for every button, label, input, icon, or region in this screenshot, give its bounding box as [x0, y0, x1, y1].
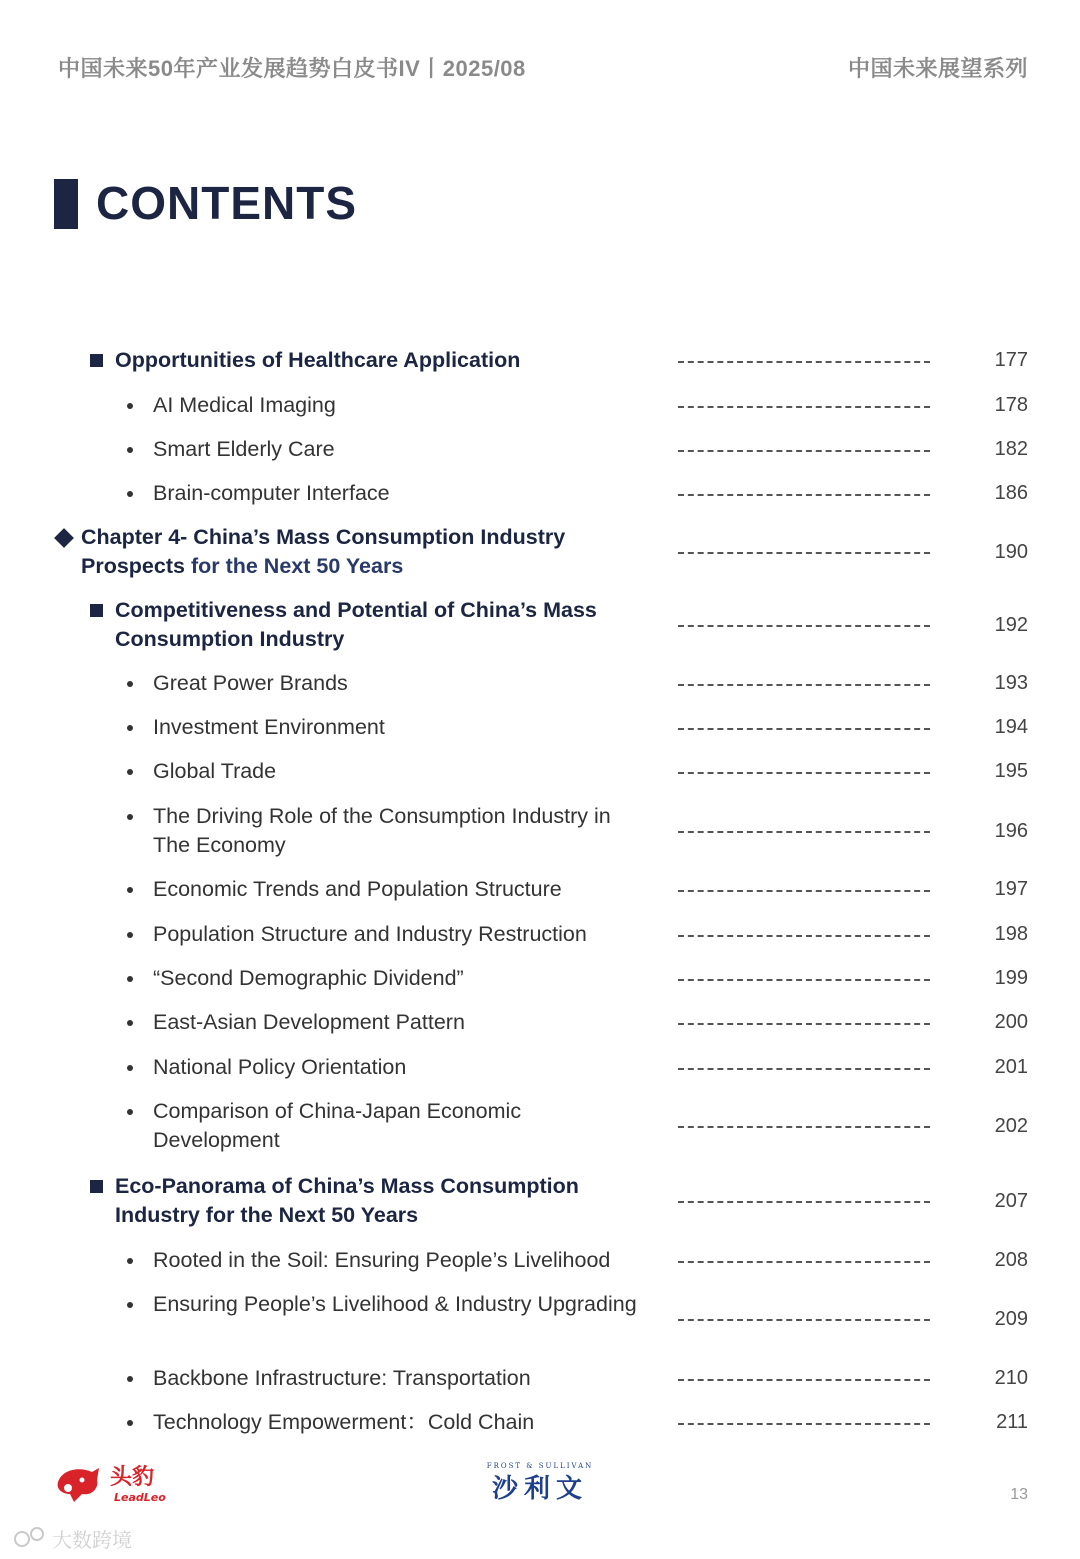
toc-page-number: 207 — [994, 1189, 1028, 1212]
dot-bullet-icon — [127, 976, 133, 982]
toc-entry[interactable] — [0, 1097, 1080, 1155]
dotted-leader — [678, 728, 930, 730]
toc-entry[interactable] — [0, 964, 1080, 993]
square-bullet-icon — [90, 1180, 103, 1193]
toc-page-number: 199 — [994, 967, 1028, 989]
dotted-leader — [678, 1319, 930, 1321]
dot-bullet-icon — [127, 1258, 133, 1264]
square-bullet-icon — [90, 354, 103, 367]
header-series-title: 中国未来展望系列 — [847, 56, 1028, 81]
toc-entry[interactable] — [0, 391, 1080, 420]
toc-entry-label: “Second Demographic Dividend” — [153, 966, 464, 990]
frost-sullivan-en: FROST & SULLIVAN — [486, 1462, 594, 1470]
toc-entry-label: Competitiveness and Potential of China’s Mass Consumption Industry — [115, 598, 597, 651]
toc-entry[interactable] — [0, 1008, 1080, 1037]
toc-entry-label: Comparison of China-Japan Economic Development — [153, 1099, 522, 1152]
toc-page-number: 209 — [994, 1307, 1028, 1330]
leadleo-cn: 头豹 — [110, 1465, 155, 1490]
page-header — [58, 52, 1028, 86]
toc-page-number: 193 — [994, 672, 1028, 694]
toc-page-number: 194 — [994, 716, 1028, 738]
toc-entry[interactable] — [0, 802, 1080, 860]
dotted-leader — [678, 1023, 930, 1025]
toc-page-number: 186 — [994, 482, 1028, 504]
dot-bullet-icon — [127, 1065, 133, 1071]
toc-page-number: 178 — [994, 394, 1028, 416]
toc-entry-label: The Driving Role of the Consumption Industry in The Economy — [153, 804, 611, 857]
toc-entry[interactable] — [0, 920, 1080, 949]
toc-entry-label: Ensuring People’s Livelihood & Industry Upgrading — [153, 1292, 637, 1316]
dot-bullet-icon — [127, 1302, 133, 1308]
diamond-bullet-icon — [54, 528, 74, 548]
page-number: 13 — [1010, 1486, 1028, 1503]
toc-entry-label: Smart Elderly Care — [153, 437, 335, 461]
toc-page-number: 202 — [994, 1114, 1028, 1137]
dotted-leader — [678, 494, 930, 496]
toc-entry-label: Opportunities of Healthcare Application — [115, 348, 521, 372]
dot-bullet-icon — [127, 887, 133, 893]
contents-title: CONTENTS — [96, 177, 357, 229]
toc-entry-label: Chapter 4- China’s Mass Consumption Industry Prospects for the Next 50 Years — [81, 525, 566, 578]
toc-entry-label: AI Medical Imaging — [153, 393, 336, 417]
watermark-text: 大数跨境 — [52, 1528, 132, 1552]
dotted-leader — [678, 831, 930, 833]
frost-sullivan-cn: 沙利文 — [491, 1474, 589, 1504]
dot-bullet-icon — [127, 1420, 133, 1426]
dotted-leader — [678, 1261, 930, 1263]
dot-bullet-icon — [127, 814, 133, 820]
toc-page-number: 201 — [994, 1056, 1028, 1078]
dot-bullet-icon — [127, 1109, 133, 1115]
toc-page-number: 211 — [996, 1411, 1028, 1433]
toc-entry[interactable] — [0, 346, 1080, 375]
toc-entry-label: Rooted in the Soil: Ensuring People’s Livelihood — [153, 1248, 611, 1272]
toc-entry[interactable] — [0, 1290, 1080, 1348]
dot-bullet-icon — [127, 403, 133, 409]
toc-entry[interactable] — [0, 669, 1080, 698]
dot-bullet-icon — [127, 681, 133, 687]
frost-sullivan-logo — [465, 1459, 615, 1505]
dotted-leader — [678, 552, 930, 554]
toc-page-number: 192 — [994, 613, 1028, 636]
toc-entry-label-accent: for the Next 50 Years — [190, 554, 404, 578]
toc-page-number: 177 — [994, 349, 1028, 371]
dotted-leader — [678, 361, 930, 363]
toc-page-number: 197 — [994, 878, 1028, 900]
dotted-leader — [678, 890, 930, 892]
dot-bullet-icon — [127, 447, 133, 453]
header-report-title: 中国未来50年产业发展趋势白皮书IV丨2025/08 — [58, 56, 526, 81]
toc-page-number: 190 — [994, 540, 1028, 563]
toc-entry[interactable] — [0, 875, 1080, 904]
toc-entry[interactable] — [0, 523, 1080, 581]
dotted-leader — [678, 1068, 930, 1070]
heading-accent-bar — [54, 179, 78, 229]
dotted-leader — [678, 406, 930, 408]
toc-page-number: 196 — [994, 819, 1028, 842]
toc-entry-label: Technology Empowerment：Cold Chain — [153, 1410, 535, 1434]
leadleo-en: LeadLeo — [114, 1491, 166, 1504]
toc-entry[interactable] — [0, 479, 1080, 508]
toc-entry-label: Economic Trends and Population Structure — [153, 877, 562, 901]
toc-entry-label: Backbone Infrastructure: Transportation — [153, 1366, 531, 1390]
dotted-leader — [678, 772, 930, 774]
toc-entry[interactable] — [0, 435, 1080, 464]
toc-page-number: 198 — [994, 923, 1028, 945]
dotted-leader — [678, 1379, 930, 1381]
dotted-leader — [678, 625, 930, 627]
dotted-leader — [678, 450, 930, 452]
dot-bullet-icon — [127, 491, 133, 497]
toc-page-number: 210 — [994, 1367, 1028, 1389]
toc-entry-label: Brain-computer Interface — [153, 481, 390, 505]
dot-bullet-icon — [127, 1020, 133, 1026]
toc-entry-label: National Policy Orientation — [153, 1055, 407, 1079]
toc-page-number: 195 — [994, 760, 1028, 782]
dotted-leader — [678, 1126, 930, 1128]
toc-entry[interactable] — [0, 1172, 1080, 1230]
toc-page-number: 208 — [994, 1249, 1028, 1271]
toc-entry-label: Eco-Panorama of China’s Mass Consumption Industry for the Next 50 Years — [115, 1174, 579, 1227]
toc-entry-label: Great Power Brands — [153, 671, 348, 695]
dot-bullet-icon — [127, 932, 133, 938]
dotted-leader — [678, 684, 930, 686]
toc-entry-label: East-Asian Development Pattern — [153, 1010, 465, 1034]
dot-bullet-icon — [127, 769, 133, 775]
dotted-leader — [678, 935, 930, 937]
toc-entry-label: Investment Environment — [153, 715, 385, 739]
watermark-icon — [15, 1528, 43, 1546]
dot-bullet-icon — [127, 1376, 133, 1382]
leadleo-logo — [52, 1458, 182, 1508]
toc-entry-label: Global Trade — [153, 759, 277, 783]
toc-entry[interactable] — [0, 1408, 1080, 1437]
toc-entry[interactable] — [0, 713, 1080, 742]
toc-page-number: 182 — [994, 438, 1028, 460]
toc-page-number: 200 — [994, 1011, 1028, 1033]
dotted-leader — [678, 1201, 930, 1203]
leopard-icon — [58, 1468, 99, 1502]
square-bullet-icon — [90, 604, 103, 617]
dotted-leader — [678, 979, 930, 981]
toc-entry-label: Population Structure and Industry Restruction — [153, 922, 587, 946]
toc-entry[interactable] — [0, 596, 1080, 654]
toc-entry[interactable] — [0, 1364, 1080, 1393]
toc-entry[interactable] — [0, 1053, 1080, 1082]
toc-entry[interactable] — [0, 757, 1080, 786]
dotted-leader — [678, 1423, 930, 1425]
toc-entry[interactable] — [0, 1246, 1080, 1275]
dot-bullet-icon — [127, 725, 133, 731]
watermark — [10, 1522, 170, 1556]
